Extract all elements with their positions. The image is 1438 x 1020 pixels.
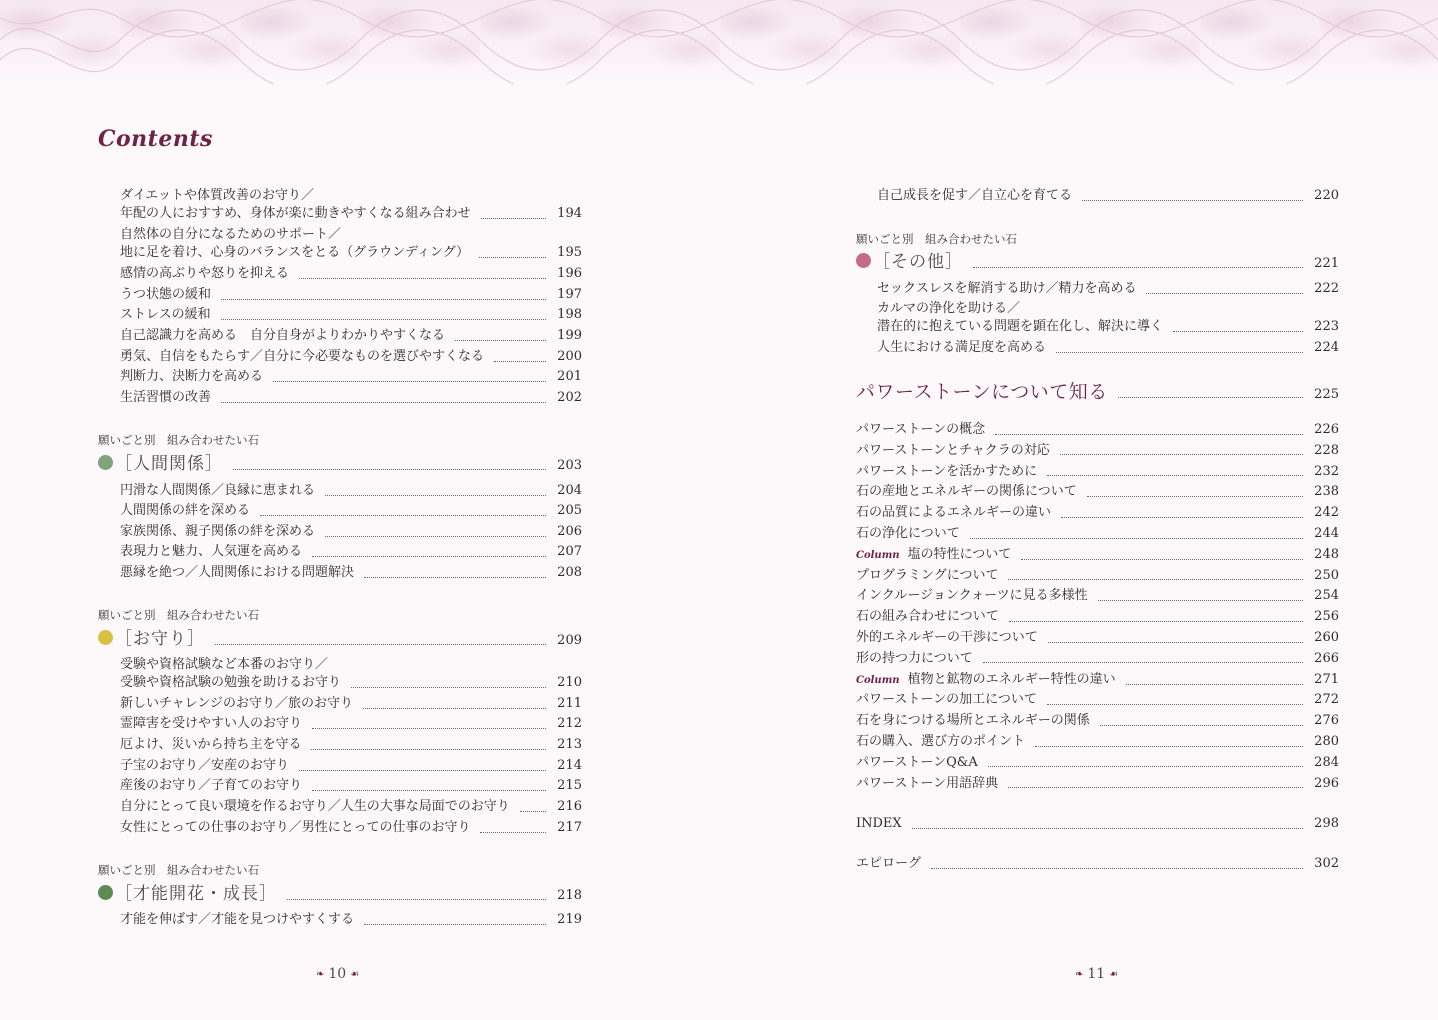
toc-entry-text <box>856 754 978 772</box>
toc-page-number: 207 <box>557 544 582 559</box>
leader-dots <box>233 469 546 470</box>
toc-entry[interactable] <box>120 327 582 345</box>
toc-entry-text: 自己認識力を高める 自分自身がよりわかりやすくなる <box>120 328 446 343</box>
leader-dots <box>520 811 546 812</box>
toc-page-number: 266 <box>1314 650 1339 666</box>
toc-entry-line1: カルマの浄化を助ける／ <box>877 301 1021 316</box>
toc-entry-text <box>856 525 960 543</box>
toc-entry[interactable] <box>120 543 582 561</box>
toc-entry[interactable] <box>120 798 582 816</box>
leader-dots <box>1100 725 1303 726</box>
toc-page-number: 284 <box>1314 754 1339 770</box>
toc-entry-text <box>856 775 998 793</box>
leader-dots <box>364 577 546 578</box>
toc-page-number: 194 <box>557 206 582 221</box>
leader-dots <box>1047 475 1303 476</box>
toc-page-number: 210 <box>557 675 582 690</box>
toc-page-number: 205 <box>557 503 582 518</box>
toc-entry-text: 女性にとっての仕事のお守り／男性にとっての仕事のお守り <box>120 820 471 835</box>
toc-entry-text: うつ状態の緩和 <box>120 287 212 302</box>
toc-page-number: 242 <box>1314 505 1339 521</box>
toc-entry[interactable] <box>877 339 1339 357</box>
toc-entry[interactable] <box>856 650 1339 668</box>
toc-entry-title: パワーストーンの概念 <box>856 422 986 437</box>
flower-icon <box>856 253 871 268</box>
toc-page-number: 201 <box>557 369 582 384</box>
toc-page-number: 254 <box>1314 588 1339 604</box>
page-number-footer <box>312 966 363 982</box>
toc-page-number: 296 <box>1314 775 1339 791</box>
toc-entry[interactable] <box>120 205 582 223</box>
toc-entry[interactable] <box>120 715 582 733</box>
toc-entry-text: 感情の高ぶりや怒りを抑える <box>120 266 290 281</box>
toc-entry[interactable] <box>120 286 582 304</box>
toc-entry[interactable] <box>856 483 1339 501</box>
toc-entry-text <box>856 442 1050 460</box>
page-number-footer <box>1071 966 1122 982</box>
leader-dots <box>1061 517 1303 518</box>
ornament-icon: ☙ <box>1109 968 1119 980</box>
toc-entry[interactable] <box>120 757 582 775</box>
people-icon <box>98 455 113 470</box>
leader-dots <box>995 434 1303 435</box>
toc-entry[interactable] <box>856 712 1339 730</box>
toc-entry[interactable] <box>856 629 1339 647</box>
toc-page-number: 217 <box>557 820 582 835</box>
leader-dots <box>312 556 546 557</box>
toc-page-number: 260 <box>1314 630 1339 645</box>
toc-page-number: 208 <box>557 565 582 580</box>
toc-page-number: 198 <box>557 307 582 322</box>
category-title: ［人間関係］ <box>115 454 223 474</box>
toc-entry-title: 外的エネルギーの干渉について <box>856 630 1038 645</box>
toc-page-number: 280 <box>1314 734 1339 749</box>
category-title: ［才能開花・成長］ <box>115 884 277 904</box>
toc-page-number: 197 <box>557 287 582 302</box>
toc-entry-title: 石の品質によるエネルギーの違い <box>856 505 1052 521</box>
leader-dots <box>287 899 546 900</box>
leader-dots <box>1087 496 1303 497</box>
leader-dots <box>325 495 546 496</box>
leader-dots <box>931 868 1303 869</box>
leader-dots <box>1035 746 1303 747</box>
toc-entry[interactable] <box>856 775 1339 793</box>
right-page <box>719 0 1438 1020</box>
folio-number: 11 <box>1087 966 1106 982</box>
toc-entry[interactable] <box>856 754 1339 772</box>
toc-page-number: 271 <box>1314 671 1339 687</box>
toc-entry-text <box>856 733 1025 751</box>
leader-dots <box>1173 331 1303 332</box>
toc-entry-text: 霊障害を受けやすい人のお守り <box>120 716 303 731</box>
toc-page-number: 204 <box>557 483 582 498</box>
toc-entry-text: 勇気、自信をもたらす／自分に今必要なものを選びやすくなる <box>120 349 485 364</box>
toc-entry-text: 人間関係の絆を深める <box>120 503 251 518</box>
toc-entry-title: 石の産地とエネルギーの関係について <box>856 484 1077 500</box>
toc-entry-text: セックスレスを解消する助け／精力を高める <box>877 281 1137 296</box>
toc-page-number: 200 <box>557 349 582 364</box>
ornament-icon: ☙ <box>350 968 360 980</box>
toc-page-number: 250 <box>1314 567 1339 583</box>
leader-dots <box>299 770 546 771</box>
leader-dots <box>1047 704 1303 705</box>
toc-entry-text: 円滑な人間関係／良縁に恵まれる <box>120 483 316 498</box>
leader-dots <box>988 766 1303 767</box>
leader-dots <box>260 515 546 516</box>
toc-entry-text <box>856 483 1077 501</box>
toc-entry-epilogue[interactable] <box>856 855 1339 873</box>
toc-entry-text: 生活習慣の改善 <box>120 390 212 405</box>
toc-entry[interactable] <box>877 280 1339 298</box>
toc-page-number: 199 <box>557 328 582 343</box>
leader-dots <box>479 257 546 258</box>
leader-dots <box>221 299 546 300</box>
toc-entry[interactable] <box>120 674 582 692</box>
toc-page-number: 222 <box>1314 281 1339 296</box>
toc-page-number: 272 <box>1314 692 1339 708</box>
section-label: 願いごと別 組み合わせたい石 <box>856 232 1017 246</box>
toc-entry-index[interactable] <box>856 815 1339 833</box>
toc-entry-title: パワーストーンとチャクラの対応 <box>856 442 1050 458</box>
toc-page-number: 244 <box>1314 526 1339 541</box>
leader-dots <box>481 218 546 219</box>
category-heading-human[interactable] <box>98 455 582 475</box>
leader-dots <box>1146 293 1303 294</box>
toc-page-number: 228 <box>1314 442 1339 458</box>
category-title: ［その他］ <box>873 252 963 272</box>
toc-entry-text: 悪縁を絶つ／人間関係における問題解決 <box>120 565 355 580</box>
toc-entry-text: 才能を伸ばす／才能を見つけやすくする <box>120 912 355 927</box>
leader-dots <box>1126 684 1303 685</box>
leader-dots <box>312 790 546 791</box>
ornament-icon: ❧ <box>316 968 325 980</box>
toc-page-number: 226 <box>1314 422 1339 437</box>
contents-title: Contents <box>98 126 213 152</box>
toc-entry-text: 年配の人におすすめ、身体が楽に動きやすくなる組み合わせ <box>120 206 471 221</box>
toc-page-number: 195 <box>557 245 582 260</box>
toc-page-number: 211 <box>557 696 582 711</box>
toc-entry-text <box>856 504 1051 522</box>
toc-page-number: 302 <box>1314 856 1339 871</box>
toc-entry-text: ストレスの緩和 <box>120 307 211 322</box>
sprout-icon <box>98 885 113 900</box>
toc-entry-text: 受験や資格試験の勉強を助けるお守り <box>120 675 342 690</box>
toc-page-number: 220 <box>1314 188 1339 203</box>
toc-entry[interactable] <box>877 318 1339 336</box>
toc-entry[interactable] <box>120 482 582 500</box>
chapter-title: パワーストーンについて知る <box>856 381 1108 403</box>
toc-entry[interactable] <box>120 695 582 713</box>
toc-entry[interactable] <box>856 691 1339 709</box>
leader-dots <box>351 687 546 688</box>
toc-entry[interactable] <box>120 265 582 283</box>
category-heading-other[interactable] <box>856 253 1339 273</box>
toc-entry-line1: 受験や資格試験など本番のお守り／ <box>120 657 329 672</box>
leader-dots <box>1082 200 1303 201</box>
toc-entry[interactable] <box>120 523 582 541</box>
column-label: Column <box>856 674 900 686</box>
leader-dots <box>364 924 546 925</box>
leader-dots <box>480 832 546 833</box>
toc-entry-text: INDEX <box>856 816 902 831</box>
toc-entry[interactable] <box>856 671 1339 690</box>
toc-entry-text: 家族関係、親子関係の絆を深める <box>120 524 316 539</box>
toc-entry[interactable] <box>856 504 1339 522</box>
leader-dots <box>1008 579 1303 580</box>
leader-dots <box>1009 621 1303 622</box>
toc-entry-line1: ダイエットや体質改善のお守り／ <box>120 188 314 203</box>
toc-page-number: 223 <box>1314 319 1339 334</box>
toc-page-number: 224 <box>1314 340 1339 355</box>
toc-entry[interactable] <box>856 546 1339 565</box>
toc-entry-title: 石の組み合わせについて <box>856 609 999 625</box>
leader-dots <box>455 340 546 341</box>
toc-entry[interactable] <box>856 733 1339 751</box>
toc-entry[interactable] <box>856 463 1339 481</box>
toc-entry[interactable] <box>120 348 582 366</box>
toc-entry[interactable] <box>120 502 582 520</box>
toc-entry-title: 形の持つ力について <box>856 650 973 666</box>
leader-dots <box>494 361 546 362</box>
toc-entry-text <box>856 567 998 585</box>
toc-entry-text: 地に足を着け、心身のバランスをとる（グラウンディング） <box>120 245 470 260</box>
leader-dots <box>983 662 1303 663</box>
toc-entry[interactable] <box>120 736 582 754</box>
toc-page-number: 256 <box>1314 609 1339 625</box>
toc-entry[interactable] <box>120 389 582 407</box>
toc-entry-text: 自己成長を促す／自立心を育てる <box>877 188 1073 203</box>
leader-dots <box>299 278 546 279</box>
chapter-heading[interactable] <box>856 383 1339 404</box>
toc-entry-text <box>856 587 1088 605</box>
toc-entry[interactable] <box>120 368 582 386</box>
column-label: Column <box>856 549 900 561</box>
toc-entry-text: エピローグ <box>856 856 922 871</box>
toc-entry-text <box>856 671 1116 690</box>
toc-entry[interactable] <box>856 608 1339 626</box>
toc-page-number: 298 <box>1314 816 1339 831</box>
toc-entry-text: 産後のお守り／子育てのお守り <box>120 778 303 793</box>
toc-entry-text: 新しいチャレンジのお守り／旅のお守り <box>120 696 353 711</box>
leader-dots <box>1021 559 1303 560</box>
leader-dots <box>215 644 546 645</box>
section-label: 願いごと別 組み合わせたい石 <box>98 433 259 447</box>
leader-dots <box>363 708 546 709</box>
leader-dots <box>1118 397 1303 398</box>
toc-entry[interactable] <box>856 442 1339 460</box>
toc-entry-text: 自分にとって良い環境を作るお守り／人生の大事な局面でのお守り <box>120 799 510 814</box>
toc-entry-text <box>856 629 1038 647</box>
leader-dots <box>1008 787 1303 788</box>
toc-entry-title: パワーストーンの加工について <box>856 692 1037 708</box>
leader-dots <box>912 828 1303 829</box>
toc-page-number: 196 <box>557 266 582 281</box>
toc-entry-title: 石の浄化について <box>856 526 960 541</box>
toc-entry-text: 表現力と魅力、人気運を高める <box>120 544 303 559</box>
toc-entry[interactable] <box>856 525 1339 543</box>
toc-page-number: 218 <box>557 888 582 903</box>
leader-dots <box>312 728 546 729</box>
toc-page-number: 203 <box>557 458 582 473</box>
toc-entry-text: 人生における満足度を高める <box>877 340 1047 355</box>
toc-page-number: 212 <box>557 716 582 731</box>
toc-entry[interactable] <box>120 306 582 324</box>
toc-entry-line1: 自然体の自分になるためのサポート／ <box>120 227 342 242</box>
toc-entry-text: 判断力、決断力を高める <box>120 369 264 384</box>
toc-entry[interactable] <box>856 567 1339 585</box>
toc-page-number: 276 <box>1314 713 1339 729</box>
toc-entry[interactable] <box>120 244 582 262</box>
toc-entry-title: プログラミングについて <box>856 567 999 583</box>
toc-page-number: 214 <box>557 758 582 773</box>
category-title: ［お守り］ <box>115 629 205 649</box>
toc-entry[interactable] <box>877 187 1339 205</box>
leader-dots <box>221 402 546 403</box>
toc-entry-title: 塩の特性について <box>907 546 1012 562</box>
toc-page-number: 213 <box>557 737 582 752</box>
leader-dots <box>1056 352 1303 353</box>
toc-entry-text <box>856 546 1011 565</box>
leader-dots <box>325 536 546 537</box>
toc-entry-title: 植物と鉱物のエネルギー特性の違い <box>907 671 1116 687</box>
toc-entry-text <box>856 712 1090 730</box>
toc-entry-text: 潜在的に抱えている問題を顕在化し、解決に導く <box>877 319 1164 334</box>
toc-page-number: 215 <box>557 778 582 793</box>
toc-entry-title: パワーストーン用語辞典 <box>856 775 999 791</box>
leader-dots <box>311 749 546 750</box>
toc-page-number: 238 <box>1314 484 1339 500</box>
ornament-icon: ❧ <box>1075 968 1084 980</box>
toc-page-number: 225 <box>1314 387 1339 402</box>
toc-page-number: 216 <box>557 799 582 814</box>
leader-dots <box>970 538 1303 539</box>
toc-page-number: 232 <box>1314 463 1339 479</box>
toc-entry-title: パワーストーンを活かすために <box>856 463 1038 479</box>
toc-entry[interactable] <box>120 777 582 795</box>
leader-dots <box>1048 642 1303 643</box>
category-heading-talent[interactable] <box>98 885 582 905</box>
leader-dots <box>273 381 546 382</box>
section-label: 願いごと別 組み合わせたい石 <box>98 608 259 622</box>
section-label: 願いごと別 組み合わせたい石 <box>98 863 259 877</box>
toc-page-number: 219 <box>557 912 582 927</box>
leader-dots <box>973 267 1303 268</box>
leader-dots <box>221 319 546 320</box>
toc-entry[interactable] <box>120 819 582 837</box>
toc-page-number: 248 <box>1314 546 1339 562</box>
toc-entry-text <box>856 650 973 668</box>
amulet-icon <box>98 630 113 645</box>
toc-entry-text <box>856 608 999 626</box>
toc-page-number: 209 <box>557 633 582 648</box>
leader-dots <box>1060 454 1303 455</box>
toc-entry[interactable] <box>120 911 582 929</box>
toc-entry-title: インクルージョンクォーツに見る多様性 <box>856 588 1088 604</box>
toc-entry[interactable] <box>856 421 1339 439</box>
toc-entry[interactable] <box>856 587 1339 605</box>
toc-entry-text <box>856 421 985 439</box>
toc-entry-title: パワーストーンQ&A <box>856 754 978 770</box>
toc-page-number: 221 <box>1314 256 1339 271</box>
category-heading-omamori[interactable] <box>98 630 582 650</box>
toc-entry-text <box>856 691 1037 709</box>
toc-entry[interactable] <box>120 564 582 582</box>
toc-entry-text <box>856 463 1037 481</box>
toc-entry-title: 石を身につける場所とエネルギーの関係 <box>856 713 1090 729</box>
toc-entry-text: 厄よけ、災いから持ち主を守る <box>120 737 302 752</box>
toc-page-number: 202 <box>557 390 582 405</box>
leader-dots <box>1098 600 1303 601</box>
toc-entry-text: 子宝のお守り／安産のお守り <box>120 758 290 773</box>
folio-number: 10 <box>328 966 347 982</box>
toc-entry-title: 石の購入、選び方のポイント <box>856 734 1026 749</box>
toc-page-number: 206 <box>557 524 582 539</box>
